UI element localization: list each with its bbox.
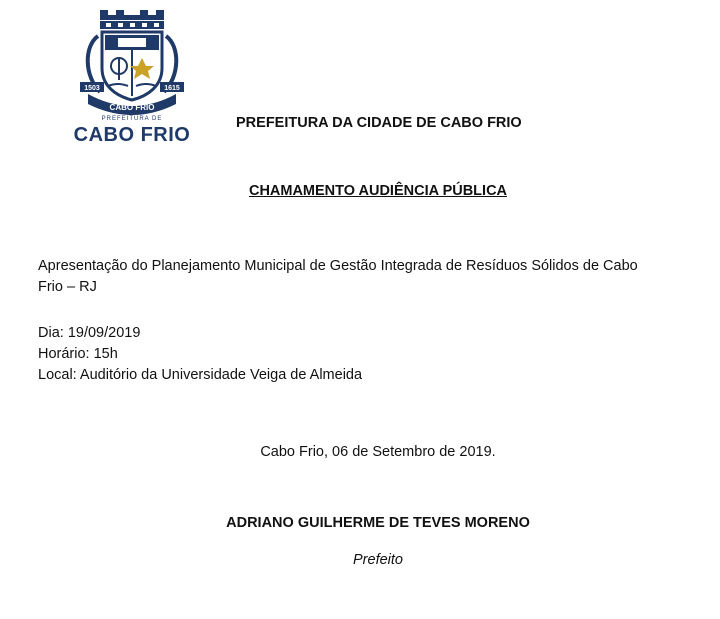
- description: [38, 256, 678, 298]
- event-place: Local: Auditório da Universidade Veiga de Almeida: [38, 367, 363, 383]
- event-time: Horário: 15h: [38, 346, 118, 362]
- signer-name: ADRIANO GUILHERME DE TEVES MORENO: [226, 515, 530, 531]
- header-title: PREFEITURA DA CIDADE DE CABO FRIO: [236, 115, 522, 131]
- logo-small-text: PREFEITURA DE: [101, 116, 163, 122]
- event-day: Dia: 19/09/2019: [38, 325, 141, 341]
- coat-of-arms-icon: [62, 6, 202, 118]
- signer-role: Prefeito: [353, 552, 403, 568]
- cabo-frio-logo: [62, 6, 202, 156]
- year-right: 1615: [164, 85, 180, 92]
- description-line-1: Apresentação do Planejamento Municipal de Gestão Integrada de Resíduos Sólidos de Cabo: [38, 258, 638, 274]
- event-details: [38, 323, 678, 386]
- logo-name: CABO FRIO: [73, 124, 191, 146]
- ribbon-text: CABO FRIO: [109, 103, 155, 112]
- notice-title: CHAMAMENTO AUDIÊNCIA PÚBLICA: [248, 183, 508, 199]
- document-date: Cabo Frio, 06 de Setembro de 2019.: [260, 444, 496, 460]
- year-left: 1503: [84, 85, 100, 92]
- description-line-2: Frio – RJ: [38, 279, 97, 295]
